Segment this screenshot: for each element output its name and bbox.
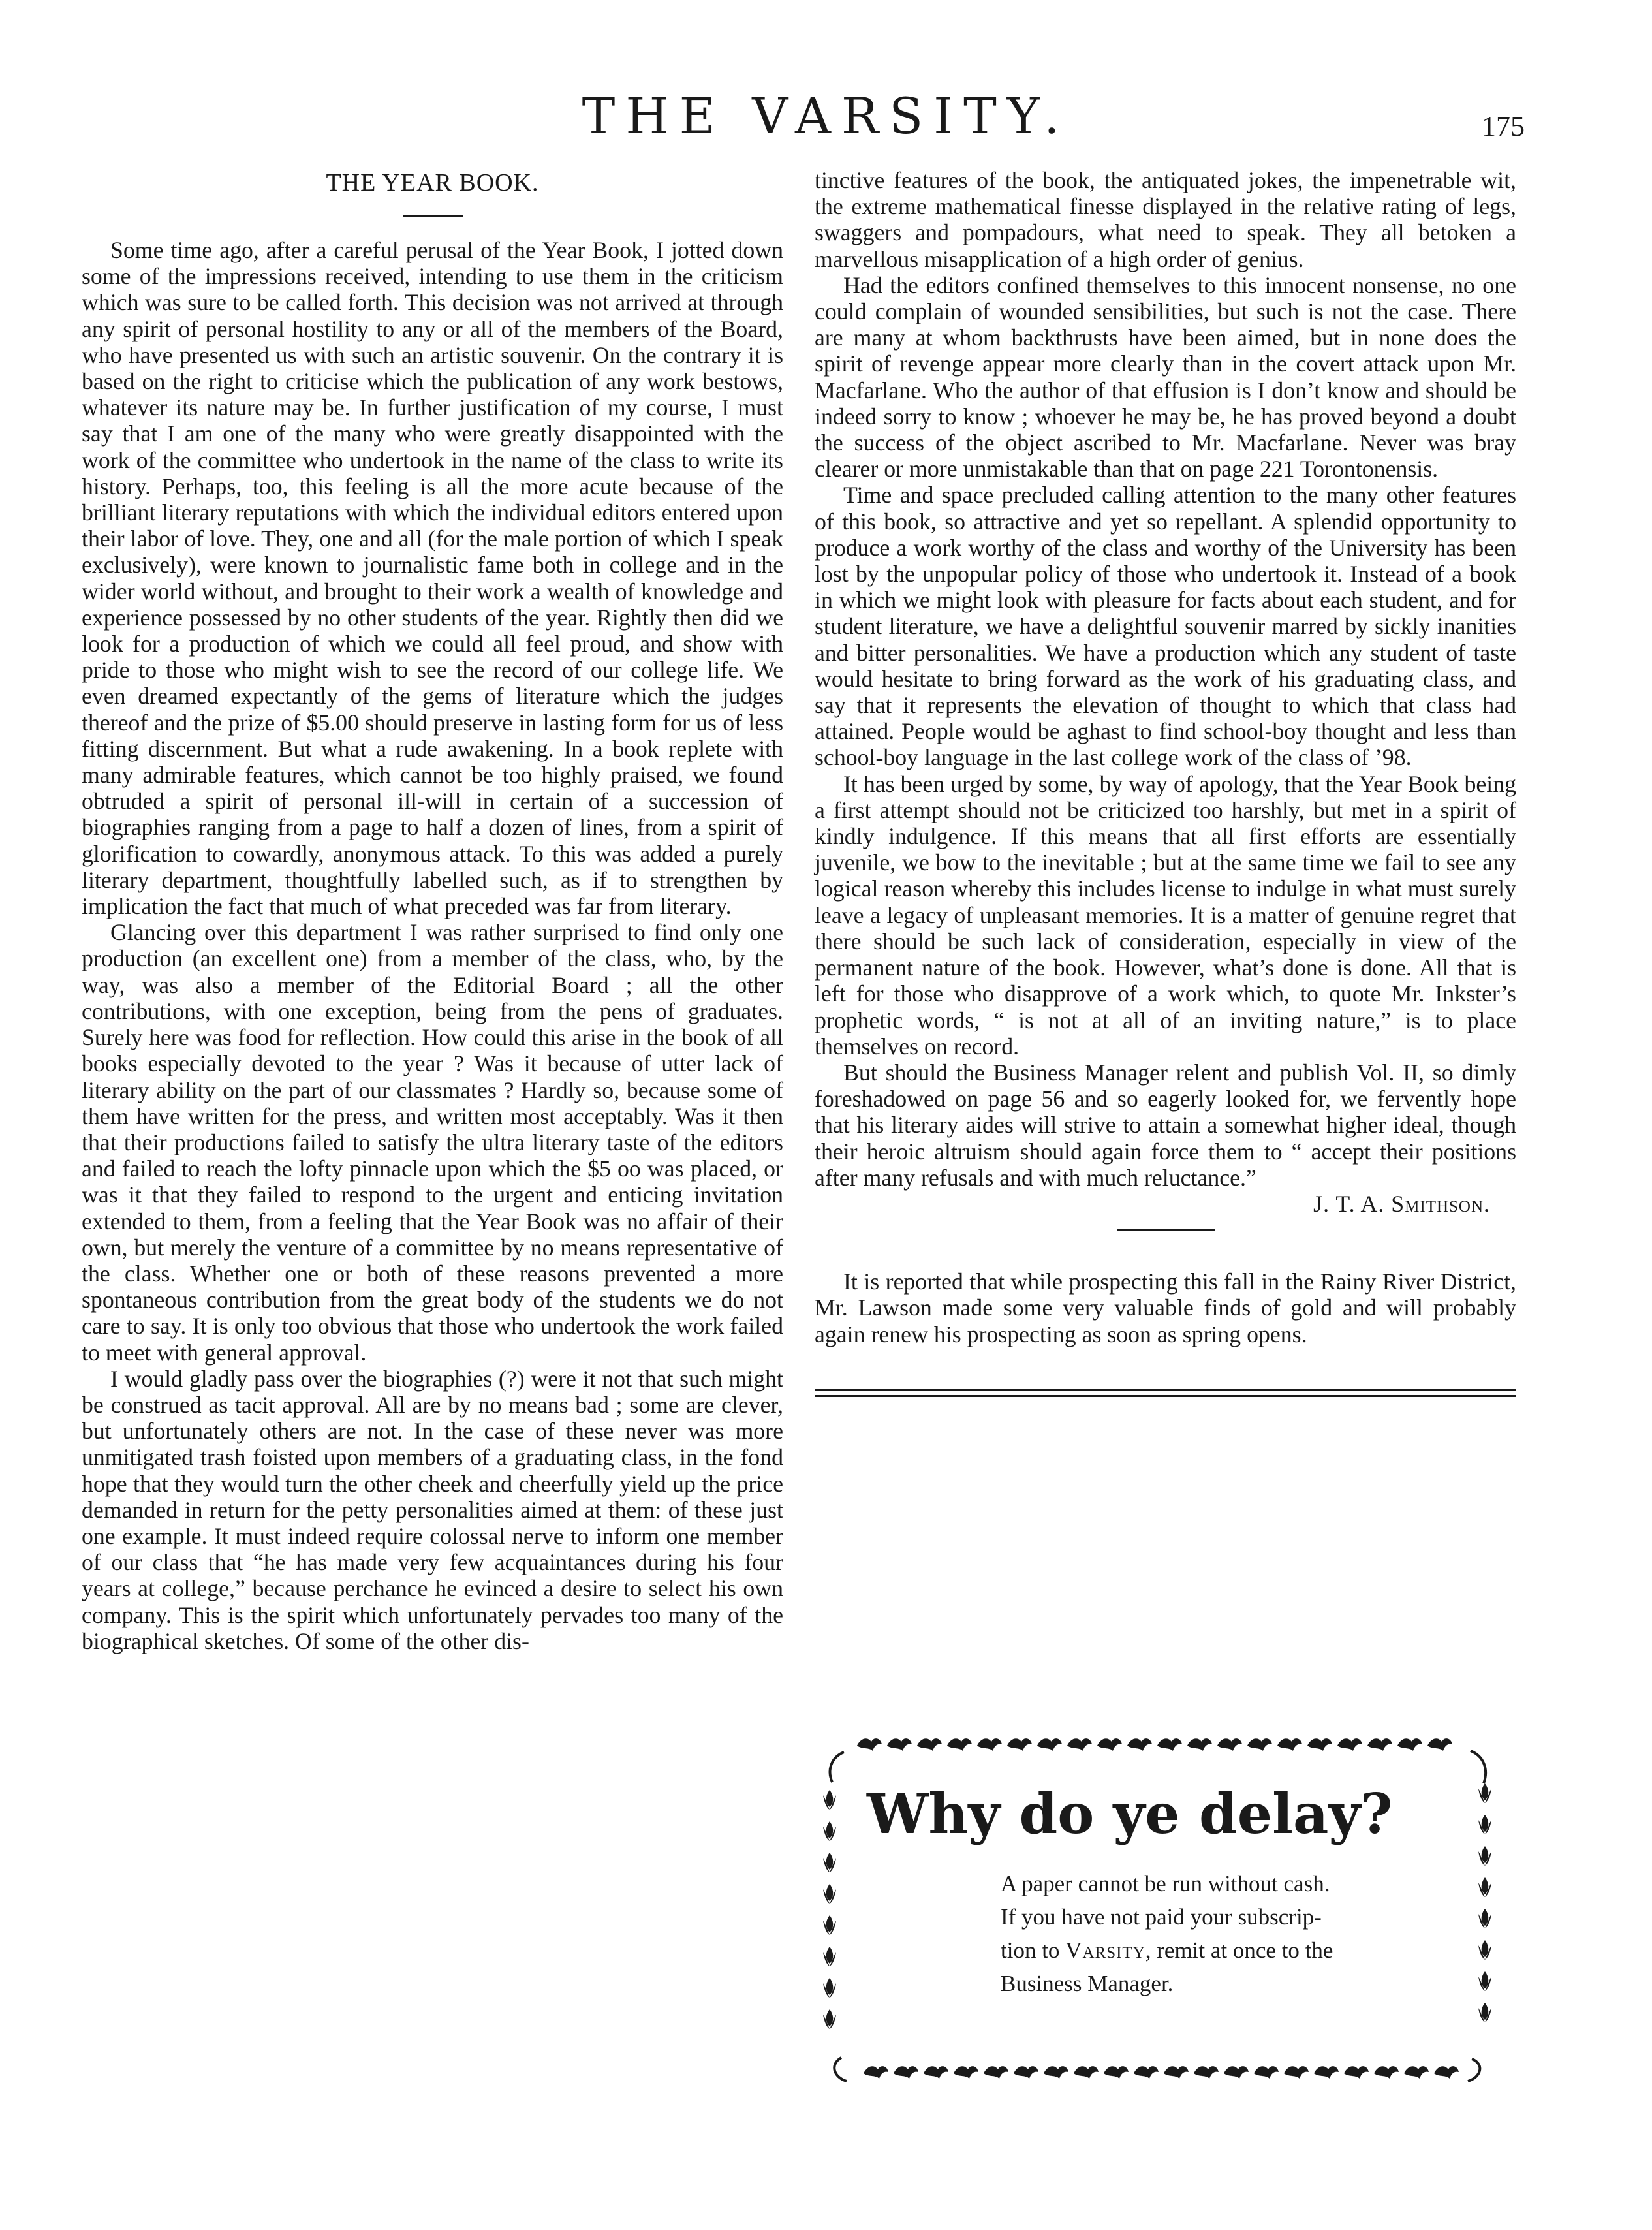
leaf-ornament-icon [1277,1738,1302,1751]
article-paragraph: Time and space precluded calling attention to the many other features of this book, so attractive and yet so repellant. A splendid opportunity to produce a work worthy of the class and worthy of the University has been lost by the unpopular policy of those who undertook it. Instead of a book in which we might look with pleasure for facts about each student, and for student literature, we have a delightful souvenir marred by sickly inanities and bitter personalities. We have a production which any student of taste would hesitate to bring forward as the work of his graduating class, and say that it represents the elevation of thought to which that class had attained. People would be aghast to find school-boy thought and less than school-boy language in the last college work of the class of ’98. [815,482,1516,771]
leaf-ornament-icon [1434,2066,1459,2079]
leaf-ornament-icon [1397,1738,1422,1751]
advertisement [818,1725,1497,2094]
ad-line-suffix: , remit at once to the [1145,1938,1333,1963]
leaf-ornament-icon [823,1853,836,1872]
article-paragraph: It has been urged by some, by way of apology, that the Year Book being a first attempt should not be criticized too harshly, but met in a spirit of kindly indulgence. If this means that all first efforts are essentially juvenile, we bow to the inevitable ; but at the same time we fail to see any logical reason whereby this includes license to indulge in what must surely leave a legacy of unpleasant memories. It is a matter of genuine regret that there should be such lack of consideration, especially in view of the permanent nature of the book. However, what’s done is done. All that is left for those who disapprove of a work which, to quote Mr. Inkster’s prophetic words, “ is not at all of an inviting nature,” is to place themselves on record. [815,770,1516,1060]
ad-line-prefix: tion to [1001,1938,1066,1963]
section-divider [1117,1229,1215,1231]
leaf-ornament-icon [1104,2066,1129,2079]
right-column [815,167,1516,1397]
leaf-ornament-icon [984,2066,1008,2079]
leaf-ornament-icon [1344,2066,1369,2079]
ad-line [1001,1934,1431,1967]
leaf-ornament-icon [977,1738,1002,1751]
leaf-ornament-icon [917,1738,942,1751]
ad-headline: Why do ye delay? [867,1782,1393,1846]
ad-line: If you have not paid your subscrip- [1001,1904,1322,1930]
masthead: THE VARSITY. [582,87,1070,145]
leaf-ornament-icon [1014,2066,1038,2079]
leaf-ornament-icon [1037,1738,1062,1751]
news-item: It is reported that while prospecting this fall in the Rainy River District, Mr. Lawson made some very valuable finds of gold and will probably again renew his prospecting as soon as spring opens. [815,1268,1516,1347]
leaf-ornament-icon [887,1738,912,1751]
leaf-ornament-icon [1478,1783,1491,1803]
article-title: THE YEAR BOOK. [326,169,539,196]
leaf-ornament-icon [864,2066,888,2079]
leaf-ornament-icon [1427,1738,1452,1751]
leaf-ornament-icon [1074,2066,1099,2079]
leaf-ornament-icon [823,1915,836,1935]
leaf-ornament-icon [1187,1738,1212,1751]
leaf-ornament-icon [1134,2066,1159,2079]
leaf-ornament-icon [823,1790,836,1810]
left-column [82,168,783,1654]
leaf-ornament-icon [1044,2066,1068,2079]
leaf-ornament-icon [1478,1909,1491,1928]
leaf-ornament-icon [823,1978,836,1998]
leaf-ornament-icon [1478,2003,1491,2022]
leaf-ornament-icon [823,2009,836,2029]
ad-line: A paper cannot be run without cash. [1001,1871,1330,1896]
leaf-ornament-icon [1194,2066,1219,2079]
leaf-ornament-icon [1067,1738,1092,1751]
leaf-ornament-icon [1478,1846,1491,1866]
leaf-ornament-icon [1478,1971,1491,1991]
leaf-ornament-icon [1284,2066,1309,2079]
leaf-ornament-icon [1217,1738,1242,1751]
leaf-ornament-icon [1007,1738,1032,1751]
article-paragraph: But should the Business Manager relent and publish Vol. II, so dimly foreshadowed on page 56 and so eagerly looked for, we fervently hope that his literary aides will strive to attain a somewhat higher ideal, though their heroic altruism should again force them to “ accept their positions after many refusals and with much reluctance.” [815,1059,1516,1191]
article-paragraph: I would gladly pass over the biographies (?) were it not that such might be construed as tacit approval. All are by no means bad ; some are clever, but unfortunately others are not. In the case of these never was more unmitigated trash foisted upon members of a graduating class, in the fond hope that they would turn the other cheek and cheerfully yield up the price demanded in return for the petty personalities aimed at them: of these just one example. It must indeed require colossal nerve to inform one member of our class that “he has made very few acquaintances during his four years at college,” because perchance he evinced a desire to select his own company. This is the spirit which unfortunately pervades too many of the biographical sketches. Of some of the other dis- [82,1365,783,1654]
leaf-ornament-icon [1374,2066,1399,2079]
leaf-ornament-icon [1254,2066,1279,2079]
leaf-ornament-icon [1097,1738,1122,1751]
leaf-ornament-icon [1127,1738,1152,1751]
double-rule-divider [815,1389,1516,1397]
leaf-ornament-icon [954,2066,978,2079]
page-number: 175 [1482,110,1525,142]
article-paragraph-continued: tinctive features of the book, the antiquated jokes, the impenetrable wit, the extreme mathematical finesse displayed in the relative rating of legs, swaggers and pompadours, what need to speak. They all betoken a marvellous misapplication of a high order of genius. [815,167,1516,272]
leaf-ornament-icon [823,1947,836,1966]
ad-body [1001,1867,1431,2000]
article-paragraph: Had the editors confined themselves to this innocent nonsense, no one could complain of wounded sensibilities, but such is not the case. There are many at whom backthrusts have been aimed, but in none does the spirit of revenge appear more clearly than in the covert attack upon Mr. Macfarlane. Who the author of that effusion is I don’t know and should be indeed sorry to know ; whoever he may be, he has proved beyond a doubt the success of the object ascribed to Mr. Macfarlane. Never was bray clearer or more unmistakable than that on page 221 Torontonensis. [815,272,1516,482]
leaf-ornament-icon [924,2066,948,2079]
leaf-ornament-icon [823,1884,836,1904]
leaf-ornament-icon [1367,1738,1392,1751]
leaf-ornament-icon [823,1821,836,1841]
ad-line: Business Manager. [1001,1971,1174,1996]
ad-varsity-name: Varsity [1065,1938,1145,1963]
article-signature: J. T. A. Smithson. [1313,1190,1490,1217]
leaf-ornament-icon [1404,2066,1429,2079]
leaf-ornament-icon [1157,1738,1182,1751]
leaf-ornament-icon [1478,1940,1491,1960]
leaf-ornament-icon [1478,1815,1491,1834]
leaf-ornament-icon [1224,2066,1249,2079]
leaf-ornament-icon [857,1738,882,1751]
leaf-ornament-icon [1164,2066,1189,2079]
leaf-ornament-icon [1247,1738,1272,1751]
leaf-ornament-icon [1307,1738,1332,1751]
leaf-ornament-icon [1314,2066,1339,2079]
leaf-ornament-icon [1337,1738,1362,1751]
leaf-ornament-icon [947,1738,972,1751]
leaf-ornament-icon [894,2066,918,2079]
title-rule [403,215,463,217]
article-paragraph: Glancing over this department I was rather surprised to find only one production (an excellent one) from a member of the class, who, by the way, was also a member of the Editorial Board ; all the other contributions, with one exception, being from the pens of graduates. Surely here was food for reflection. How could this arise in the book of all books especially devoted to the year ? Was it because of utter lack of literary ability on the part of our classmates ? Hardly so, because some of them have written for the press, and written most acceptably. Was it then that their productions failed to satisfy the ultra literary taste of the editors and failed to reach the lofty pinnacle upon which the $5 oo was placed, or was it that they failed to respond to the urgent and enticing invitation extended to them, from a feeling that the Year Book was no affair of their own, but merely the venture of a committee by no means representative of the class. Whether one or both of these reasons prevented a more spontaneous contribution from the great body of the students we do not care to say. It is only too obvious that those who undertook the work failed to meet with general approval. [82,919,783,1366]
article-paragraph: Some time ago, after a careful perusal of the Year Book, I jotted down some of the impressions received, intending to use them in the criticism which was sure to be called forth. This decision was not arrived at through any spirit of personal hostility to any or all of the members of the Board, who have presented us with such an artistic souvenir. On the contrary it is based on the right to criticise which the publication of any work bestows, whatever its nature may be. In further justification of my course, I must say that I am one of the many who were greatly disappointed with the work of the committee who undertook in the name of the class to write its history. Perhaps, too, this feeling is all the more acute because of the brilliant literary reputations with which the individual editors entered upon their labor of love. They, one and all (for the male portion of which I speak exclusively), were known to journalistic fame both in college and in the wider world without, and brought to their work a wealth of knowledge and experience possessed by no other students of the year. Rightly then did we look for a production of which we could all feel proud, and show with pride to those who might wish to see the record of our college life. We even dreamed expectantly of the gems of literature which the judges thereof and the prize of $5.00 should preserve in lasting form for us of less fitting discernment. But what a rude awakening. In a book replete with many admirable features, which cannot be too highly praised, we found obtruded a spirit of personal ill-will in certain of a succession of biographies ranging from a page to half a dozen of lines, from a spirit of glorification to cowardly, anonymous attack. To this was added a purely literary department, thoughtfully labelled such, as if to strengthen by implication the fact that much of what preceded was far from literary. [82,237,783,920]
leaf-ornament-icon [1478,1877,1491,1897]
